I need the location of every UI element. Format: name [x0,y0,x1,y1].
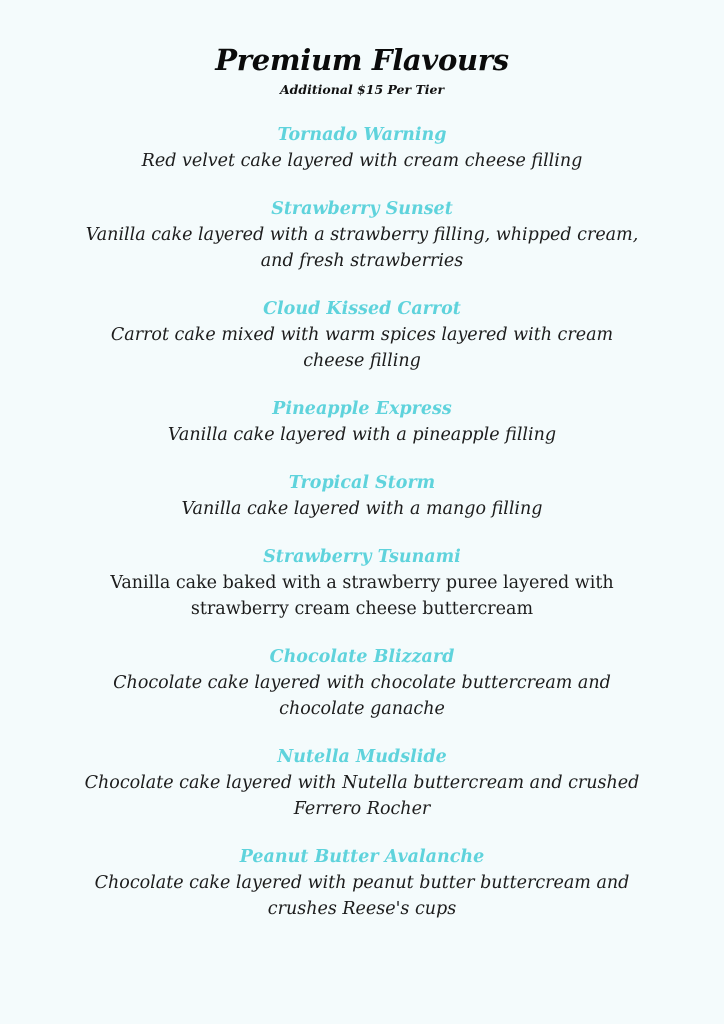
flavour-item [82,744,642,822]
page-title: Premium Flavours [215,43,509,77]
flavour-item [82,544,642,622]
flavour-list [0,122,724,922]
flavour-name: Tropical Storm [288,473,436,493]
flavour-description: Vanilla cake baked with a strawberry puree layered with strawberry cream cheese buttercream [110,573,614,619]
flavour-item [82,470,642,522]
flavour-item [82,122,642,174]
page-subtitle: Additional $15 Per Tier [279,82,445,97]
flavour-description: Chocolate cake layered with chocolate buttercream and chocolate ganache [113,673,611,719]
flavour-description: Carrot cake mixed with warm spices layered with cream cheese filling [110,325,614,371]
flavour-item [82,196,642,274]
flavour-item [82,296,642,374]
flavour-name: Chocolate Blizzard [269,647,455,667]
flavour-name: Strawberry Tsunami [263,547,461,567]
flavour-description: Red velvet cake layered with cream cheese filling [141,151,583,171]
flavour-description: Chocolate cake layered with peanut butter buttercream and crushes Reese's cups [94,873,630,919]
flavour-name: Tornado Warning [277,125,447,145]
flavour-name: Peanut Butter Avalanche [239,847,485,867]
flavour-description: Chocolate cake layered with Nutella buttercream and crushed Ferrero Rocher [84,773,640,819]
flavour-description: Vanilla cake layered with a pineapple filling [167,425,557,445]
flavour-item [82,396,642,448]
flavour-description: Vanilla cake layered with a mango filling [181,499,543,519]
flavour-name: Strawberry Sunset [271,199,453,219]
flavour-name: Nutella Mudslide [277,747,447,767]
flavour-name: Pineapple Express [272,399,452,419]
flavour-name: Cloud Kissed Carrot [263,299,461,319]
flavour-item [82,644,642,722]
flavour-description: Vanilla cake layered with a strawberry filling, whipped cream, and fresh strawberries [85,225,639,271]
flavour-item [82,844,642,922]
